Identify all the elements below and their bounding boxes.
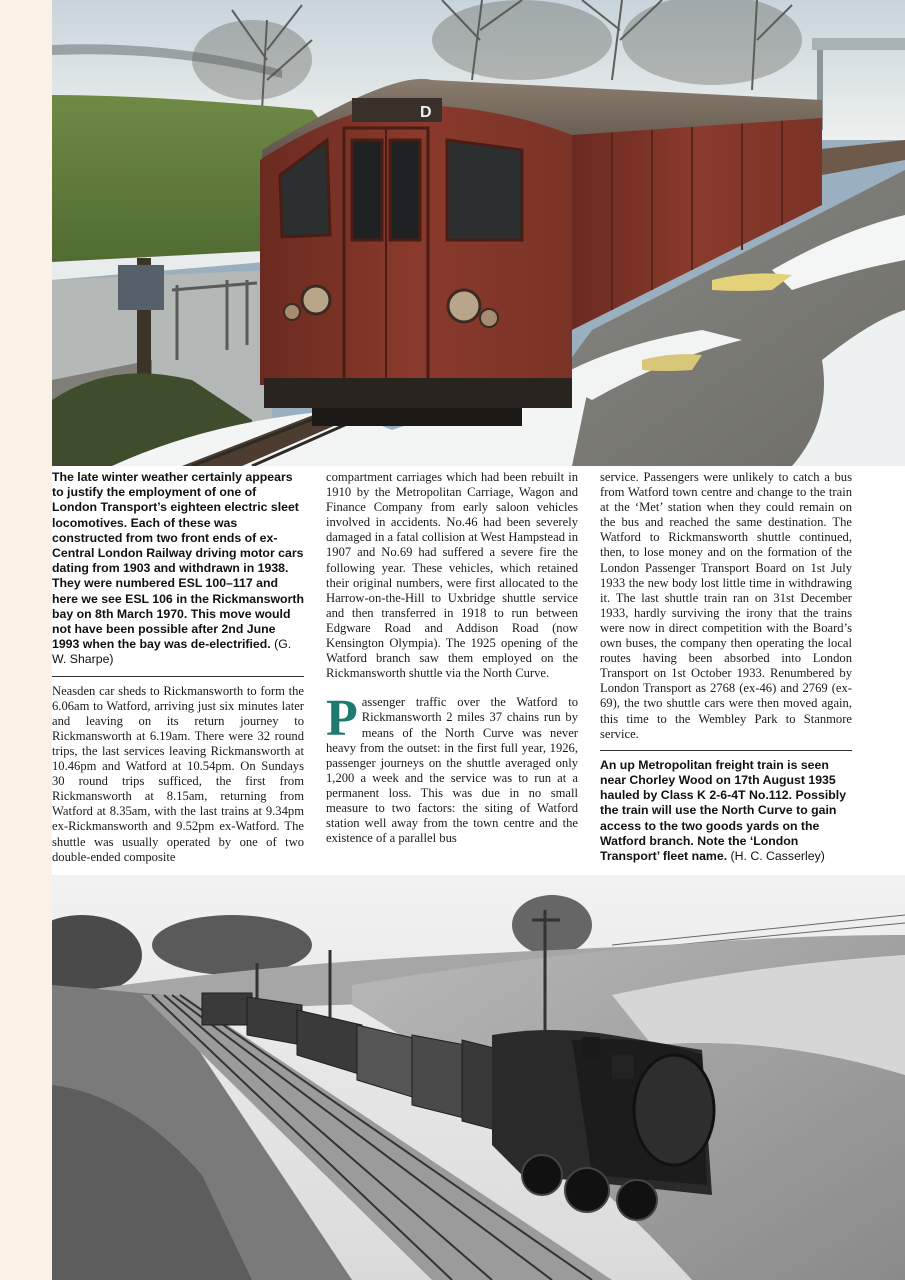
page-margin-strip <box>0 0 52 1280</box>
body-paragraph-1: Neasden car sheds to Rickmansworth to form the 6.06am to Watford, arriving just six minutes later and leaving on its return journey to Rickmansworth at 6.19am. There were 32 round trips, the last services leaving Rickmansworth at 10.46pm and Watford at 10.54pm. On Sundays 30 round trips sufficed, the first from Rickmansworth at 8.15am, returning from Watford at 8.35am, with the last trains at 9.34pm ex-Rickmansworth and 9.52pm ex-Watford. The shuttle was usually operated by one of two double-ended composite <box>52 683 304 864</box>
caption-top-credit: (G. W. Sharpe) <box>52 637 292 667</box>
caption-bottom-text: An up Metropolitan freight train is seen near Chorley Wood on 17th August 1935 hauled by Class K 2-6-4T No.112. Possibly the train will use the North Curve to gain access to the two goods yards on the Watford branch. Note the ‘London Transport’ fleet name. <box>600 757 847 863</box>
caption-divider <box>52 676 304 677</box>
body-paragraph-3-text: assenger traffic over the Watford to Rickmansworth 2 miles 37 chains run by means of the North Curve was never heavy from the outset: in the first full year, 1926, passenger journeys on the shuttle averaged only 1,200 a week and the service was to run at a permanent loss. This was due in no small measure to two factors: the siting of Watford station well away from the town centre and the existence of a parallel bus <box>326 695 578 846</box>
caption-divider-2 <box>600 750 852 751</box>
body-paragraph-3 <box>326 690 578 846</box>
headcode-letter: D <box>420 104 432 121</box>
body-paragraph-2: compartment carriages which had been rebuilt in 1910 by the Metropolitan Carriage, Wagon and Finance Company from early saloon vehicles involved in accidents. No.46 had been severely damaged in a fatal collision at West Hampstead in 1907 and No.69 had suffered a severe fire the following year. These vehicles, which retained their original numbers, were first allocated to the Harrow-on-the-Hill to Uxbridge shuttle service and then transferred in 1918 to run between Edgware Road and Addison Road (now Kensington Olympia). The 1925 opening of the Watford branch saw them employed on the Rickmansworth shuttle via the North Curve. <box>326 470 578 681</box>
caption-top-photo <box>52 470 304 668</box>
photo-sleet-locomotive <box>52 0 905 466</box>
text-column-2 <box>326 470 578 846</box>
text-column-1 <box>52 470 304 865</box>
text-column-3 <box>600 470 852 864</box>
body-paragraph-4: service. Passengers were unlikely to catch a bus from Watford town centre and change to the train at the ‘Met’ station when they could remain on the bus and reached the same destination. The Watford to Rickmansworth shuttle continued, then, to lose money and on the formation of the London Passenger Transport Board on 1st July 1933 the new body lost little time in withdrawing it. The last shuttle train ran on 31st December 1933, hardly surviving the irony that the trains were now in direct competition with the Board’s own buses, the company then operating the local routes having been absorbed into London Transport on 1st October 1933. Renumbered by London Transport as 2768 (ex-46) and 2769 (ex-69), the two shuttle cars were then moved again, this time to the Wembley Park to Stanmore service. <box>600 470 852 741</box>
caption-bottom-photo <box>600 758 852 864</box>
photo-steam-freight-train <box>52 875 905 1280</box>
drop-cap: P <box>326 690 358 748</box>
caption-bottom-credit: (H. C. Casserley) <box>730 848 825 863</box>
caption-top-text: The late winter weather certainly appears to justify the employment of one of London Transport’s eighteen electric sleet locomotives. Each of these was constructed from two front ends of ex-Central London Railway driving motor cars dating from 1903 and withdrawn in 1938. They were numbered ESL 100–117 and here we see ESL 106 in the Rickmansworth bay on 8th March 1970. This move would not have been possible after 2nd June 1993 when the bay was de-electrified. <box>52 470 304 652</box>
